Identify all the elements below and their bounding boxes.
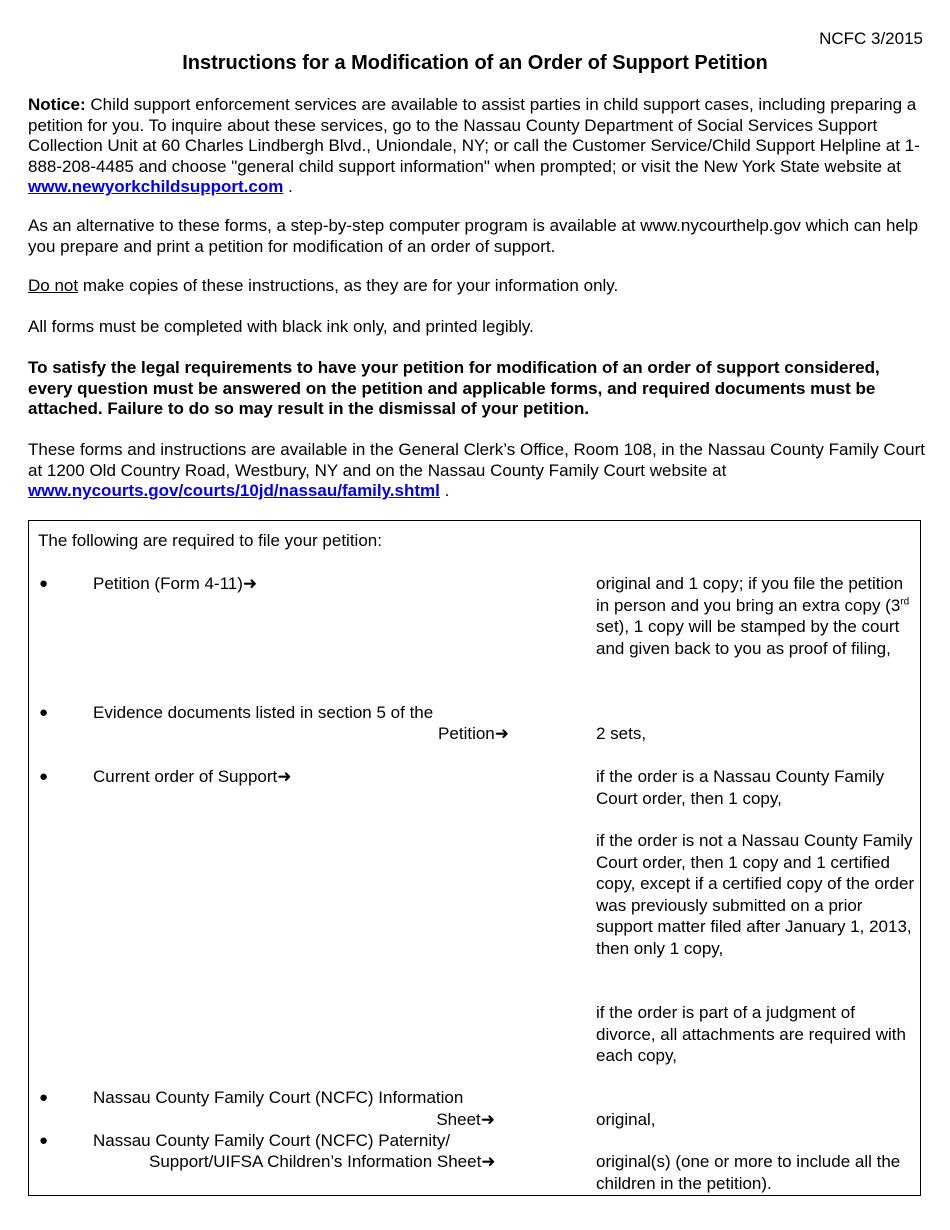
- item-current-order-detail-1: if the order is a Nassau County Family Court order, then 1 copy,: [596, 767, 885, 808]
- item-evidence-label-line2: Petition➜: [438, 724, 509, 743]
- ink-paragraph: All forms must be completed with black ink only, and printed legibly.: [28, 317, 534, 336]
- item-petition-detail: [596, 573, 916, 659]
- item-evidence-label: Evidence documents listed in section 5 of the: [93, 703, 434, 722]
- notice-label: Notice:: [28, 95, 86, 114]
- availability-text: These forms and instructions are available in the General Clerk’s Office, Room 108, in the Nassau County Family Court at 1200 Old Country Road, Westbury, NY and on the Nassau County Family Court website at: [28, 440, 926, 480]
- notice-text: Child support enforcement services are available to assist parties in child support cases, including preparing a petition for you. To inquire about these services, go to the Nassau County Department of Social Services Support Collection Unit at 60 Charles Lindbergh Blvd., Uniondale, NY; or call the Customer Service/Child Support Helpline at 1-888-208-4485 and choose "general child support information" when prompted; or visit the New York State website at: [28, 95, 920, 176]
- requirements-intro: The following are required to file your petition:: [38, 531, 382, 550]
- bullet-icon: ●: [39, 1132, 49, 1149]
- bullet-icon: ●: [39, 1089, 49, 1106]
- family-court-website-link[interactable]: www.nycourts.gov/courts/10jd/nassau/family.shtml: [28, 481, 440, 501]
- do-not-underlined: Do not: [28, 276, 79, 295]
- form-code: NCFC 3/2015: [819, 29, 923, 48]
- alternative-paragraph: As an alternative to these forms, a step-by-step computer program is available at www.nycourthelp.gov which can help you prepare and print a petition for modification of an order of support.: [28, 216, 919, 256]
- bullet-icon: ●: [39, 575, 49, 592]
- copies-paragraph: [28, 276, 928, 297]
- item-current-order-detail-2: if the order is not a Nassau County Family Court order, then 1 copy and 1 certified copy, except if a certified copy of the order was previously submitted on a prior support matter filed after January 1, 2013, then only 1 copy,: [596, 831, 915, 958]
- bullet-icon: ●: [39, 768, 49, 785]
- item-current-order-detail-3: if the order is part of a judgment of divorce, all attachments are required with each copy,: [596, 1003, 906, 1065]
- item-children-sheet-label-line2: Support/UIFSA Children’s Information Sheet➜: [149, 1152, 496, 1171]
- item-evidence-detail: 2 sets,: [596, 724, 647, 743]
- page-title: Instructions for a Modification of an Order of Support Petition: [182, 52, 768, 74]
- requirements-box: [28, 520, 921, 1196]
- item-petition-label: Petition (Form 4-11)➜: [93, 574, 258, 593]
- item-current-order-label: Current order of Support➜: [93, 767, 292, 786]
- availability-end: .: [439, 481, 450, 501]
- item-children-sheet-label: Nassau County Family Court (NCFC) Paternity/: [93, 1131, 451, 1150]
- item-info-sheet-label-line2: Sheet➜: [436, 1110, 495, 1129]
- detail-superscript: rd: [900, 595, 910, 607]
- item-info-sheet-label: Nassau County Family Court (NCFC) Information: [93, 1088, 464, 1107]
- detail-text: original and 1 copy; if you file the petition in person and you bring an extra copy (3: [596, 574, 904, 615]
- notice-paragraph: [28, 95, 928, 198]
- item-children-sheet-detail: original(s) (one or more to include all the children in the petition).: [596, 1152, 901, 1193]
- detail-text: set), 1 copy will be stamped by the court and given back to you as proof of filing,: [596, 617, 900, 658]
- availability-paragraph: [28, 440, 928, 502]
- item-info-sheet-detail: original,: [596, 1110, 656, 1129]
- copies-text: make copies of these instructions, as they are for your information only.: [78, 276, 619, 295]
- notice-end: .: [283, 177, 293, 197]
- legal-requirement-paragraph: To satisfy the legal requirements to have your petition for modification of an order of support considered, every question must be answered on the petition and applicable forms, and required documents must be attached. Failure to do so may result in the dismissal of your petition.: [28, 358, 880, 419]
- child-support-website-link[interactable]: www.newyorkchildsupport.com: [28, 177, 284, 197]
- bullet-icon: ●: [39, 704, 49, 721]
